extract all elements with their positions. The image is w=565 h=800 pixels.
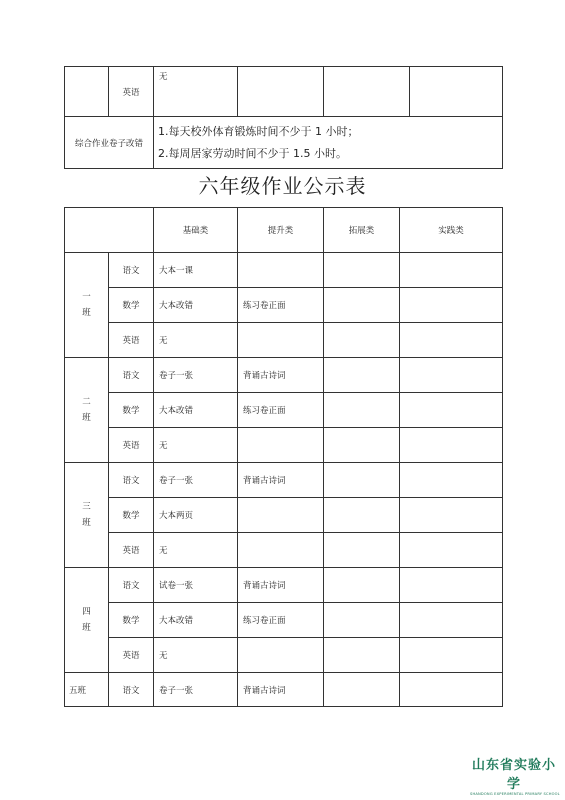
class-name-bottom: 班 xyxy=(82,308,91,318)
basic-cell: 卷子一张 xyxy=(154,358,238,393)
extended-cell xyxy=(324,498,400,533)
basic-cell: 大本一课 xyxy=(154,253,238,288)
extended-cell xyxy=(324,568,400,603)
table-row xyxy=(65,673,503,707)
advanced-cell: 练习卷正面 xyxy=(238,288,324,323)
class-rows xyxy=(65,253,503,673)
subject-cell: 数学 xyxy=(109,393,154,428)
class-name-cell xyxy=(65,358,109,463)
practice-cell xyxy=(400,638,503,673)
advanced-cell xyxy=(238,253,324,288)
table-row xyxy=(65,428,503,463)
subject-cell: 英语 xyxy=(109,428,154,463)
note-line-2: 2.每周居家劳动时间不少于 1.5 小时。 xyxy=(158,146,347,160)
practice-cell xyxy=(400,428,503,463)
practice-cell xyxy=(410,67,503,117)
logo-text-en: SHANDONG EXPERIMENTAL PRIMARY SCHOOL xyxy=(470,792,560,796)
subject-cell: 英语 xyxy=(109,323,154,358)
class-name-bottom: 班 xyxy=(82,518,91,528)
class-name-top: 四 xyxy=(82,607,91,617)
notes-label: 综合作业卷子改错 xyxy=(65,117,154,169)
header-advanced: 提升类 xyxy=(238,208,324,253)
subject-cell: 英语 xyxy=(109,533,154,568)
extended-cell xyxy=(324,323,400,358)
practice-cell xyxy=(400,323,503,358)
subject-cell: 语文 xyxy=(109,358,154,393)
extended-cell xyxy=(324,603,400,638)
subject-cell: 语文 xyxy=(109,568,154,603)
table-row xyxy=(65,288,503,323)
basic-cell: 卷子一张 xyxy=(154,463,238,498)
basic-cell: 无 xyxy=(154,533,238,568)
advanced-cell: 背诵古诗词 xyxy=(238,568,324,603)
class-cell xyxy=(65,67,109,117)
advanced-cell xyxy=(238,428,324,463)
table-row xyxy=(65,533,503,568)
practice-cell xyxy=(400,358,503,393)
basic-cell: 大本改错 xyxy=(154,288,238,323)
extended-cell xyxy=(324,67,410,117)
class-name-top: 一 xyxy=(82,292,91,302)
table-row xyxy=(65,393,503,428)
subject-cell: 语文 xyxy=(109,673,154,707)
class-name-top: 三 xyxy=(82,502,91,512)
basic-cell: 无 xyxy=(154,428,238,463)
advanced-cell xyxy=(238,323,324,358)
table-row xyxy=(65,568,503,603)
table-row xyxy=(65,463,503,498)
practice-cell xyxy=(400,603,503,638)
subject-cell: 数学 xyxy=(109,603,154,638)
page-title: 六年级作业公示表 xyxy=(198,174,367,198)
header-corner xyxy=(65,208,154,253)
extended-cell xyxy=(324,533,400,568)
class-name-bottom: 班 xyxy=(82,623,91,633)
subject-cell: 语文 xyxy=(109,253,154,288)
basic-cell: 无 xyxy=(154,638,238,673)
basic-cell: 大本改错 xyxy=(154,393,238,428)
header-practice: 实践类 xyxy=(400,208,503,253)
practice-cell xyxy=(400,253,503,288)
extended-cell xyxy=(324,253,400,288)
basic-cell: 大本改错 xyxy=(154,603,238,638)
advanced-cell xyxy=(238,67,324,117)
header-extended: 拓展类 xyxy=(324,208,400,253)
subject-cell: 英语 xyxy=(109,638,154,673)
table-row xyxy=(65,358,503,393)
practice-cell xyxy=(400,673,503,707)
extended-cell xyxy=(324,638,400,673)
subject-cell: 语文 xyxy=(109,463,154,498)
extended-cell xyxy=(324,358,400,393)
basic-cell: 无 xyxy=(154,67,238,117)
subject-cell: 英语 xyxy=(109,67,154,117)
extended-cell xyxy=(324,393,400,428)
advanced-cell: 背诵古诗词 xyxy=(238,463,324,498)
practice-cell xyxy=(400,533,503,568)
header-basic: 基础类 xyxy=(154,208,238,253)
logo-text-cn: 山东省实验小学 xyxy=(471,758,556,792)
table-row xyxy=(65,253,503,288)
advanced-cell xyxy=(238,638,324,673)
advanced-cell xyxy=(238,498,324,533)
subject-cell: 数学 xyxy=(109,288,154,323)
advanced-cell: 练习卷正面 xyxy=(238,603,324,638)
advanced-cell xyxy=(238,533,324,568)
class-name-cell: 五班 xyxy=(65,673,109,707)
advanced-cell: 背诵古诗词 xyxy=(238,358,324,393)
practice-cell xyxy=(400,498,503,533)
basic-cell: 试卷一张 xyxy=(154,568,238,603)
table-row xyxy=(65,498,503,533)
extended-cell xyxy=(324,463,400,498)
basic-cell: 无 xyxy=(154,323,238,358)
class-name-cell xyxy=(65,463,109,568)
table-row xyxy=(65,603,503,638)
class-name-cell xyxy=(65,253,109,358)
basic-cell: 卷子一张 xyxy=(154,673,238,707)
extended-cell xyxy=(324,673,400,707)
class-name-bottom: 班 xyxy=(82,413,91,423)
class-name-top: 二 xyxy=(82,397,91,407)
class-name-cell xyxy=(65,568,109,673)
practice-cell xyxy=(400,393,503,428)
advanced-cell: 练习卷正面 xyxy=(238,393,324,428)
table-row xyxy=(65,323,503,358)
previous-grade-table xyxy=(64,66,503,169)
practice-cell xyxy=(400,288,503,323)
subject-cell: 数学 xyxy=(109,498,154,533)
practice-cell xyxy=(400,568,503,603)
school-logo xyxy=(470,754,558,796)
practice-cell xyxy=(400,463,503,498)
homework-table xyxy=(64,207,503,707)
table-row xyxy=(65,638,503,673)
note-line-1: 1.每天校外体育锻炼时间不少于 1 小时； xyxy=(158,124,359,138)
notes-cell xyxy=(154,117,503,169)
header-row xyxy=(65,208,503,253)
basic-cell: 大本两页 xyxy=(154,498,238,533)
extended-cell xyxy=(324,288,400,323)
advanced-cell: 背诵古诗词 xyxy=(238,673,324,707)
extended-cell xyxy=(324,428,400,463)
